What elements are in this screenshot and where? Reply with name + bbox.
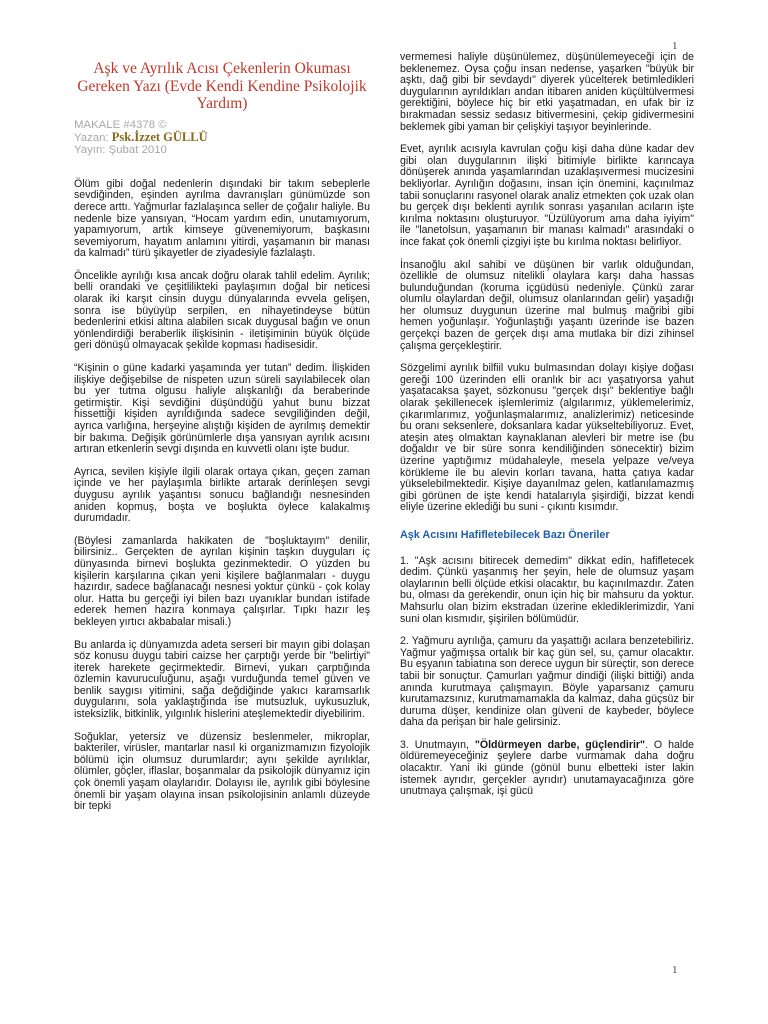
page-number-bottom: 1 (672, 964, 678, 976)
paragraph: Soğuklar, yetersiz ve düzensiz beslenmeler, mikroplar, bakteriler, virüsler, mantarlar nasıl ki organizmamızın fizyolojik bölümü için olumsuz durumlardır; aynı şekilde ayrılıklar, ölümler, göçler, iflaslar, boşanmalar da psikolojik dünyamız için çok önemli yaşam olaylarıdır. Dolayısı ile, ayrılık gibi böylesine önemli bir yaşam olayına insan psikolojisinin anlamlı düzeyde bir tepki (74, 730, 370, 813)
paragraph: İnsanoğlu akıl sahibi ve düşünen bir varlık olduğundan, özellikle de olumsuz nitelikli olaylara karşı daha hassas bulunduğundan (koruma içgüdüsü nedeniyle. Çünkü zarar olumlu olaylardan değil, olumsuz olanlarından gelir) yaşadığı her olumsuz duygunun üzerine mal bulmuş mağribi gibi hemen yoğunlaşır. Yoğunlaştığı yaşantı üzerinde ise bazen gerçekçi bazen de gerçek dışı ama mutlaka bir dizi zihinsel çalışma gerçekleştirir. (400, 258, 694, 352)
page-number-top: 1 (672, 40, 678, 52)
item3-prefix: 3. Unutmayın, (400, 738, 475, 751)
suggestion-item-3 (400, 740, 694, 798)
article-title: Aşk ve Ayrılık Acısı Çekenlerin Okuması Gereken Yazı (Evde Kendi Kendine Psikolojik Yardım) (77, 60, 367, 112)
paragraph: vermemesi haliyle düşünülemez, düşünülemeyeceği için de beklenemez. Oysa çoğu insan nedense, yaşarken "büyük bir aşktı, dağ gibi bir sevdaydı" diyerek yücelterek betimledikleri duygularının ayrıldıkları andan itibaren aniden küçültülvermesi gerektiğini, böylece hiç bir etki yaşatmadan, en ufak bir iz bırakmadan sessiz sedasız bitivermesini, çekip gidivermesini beklemek gibi yaman bir çelişkiyi taşıyor beyinlerinde. (400, 51, 694, 133)
suggestion-item: 2. Yağmuru ayrılığa, çamuru da yaşattığı acılara benzetebiliriz. Yağmur yağmışsa ortalık bir kaç gün sel, su, çamur olacaktır. Bu eşyanın tabiatına son derece uygun bir süreçtir, son derece tabii bir sonuçtur. Çamurları yağmur dindiği (ilişki bittiği) anda anında kurutmaya çalışmayın. Böyle yaparsanız çamuru kurutamazsınız, kurutmamamakla da kalmaz, daha güçsüz bir duruma düşer, kendinize olan güveni de kaybeder, böylece daha da perişan bir hale gelirsiniz. (400, 635, 694, 729)
author-label: Yazan: (74, 131, 112, 144)
paragraph: Ölüm gibi doğal nedenlerin dışındaki bir takım sebeplerle sevdiğinden, eşinden ayrılma davranışları günümüzde son derece arttı. Yağmurlar fazlalaşınca seller de çoğalır haliyle. Bu nedenle bize yansıyan, “Hocam yardım edin, unutamıyorum, yapamıyorum, artık kimseye güvenemiyorum, başkasını sevemiyorum, hayatım anlamını yitirdi, yaşamanın bir manası da kalmadı” türü şikayetler de ziyadesiyle fazlalaştı. (74, 177, 370, 260)
item3-suffix: . O halde öldüremeyeceğiniz şeylere darbe vurmamak daha doğru olacaktır. Yani iki günde (gönül bunu elbetteki ister lakin istemek ayrıdır, gerçekler ayrıdır) unutamayacağınıza göre unutmaya çalışmak, işi gücü (400, 738, 695, 798)
makale-number: MAKALE #4378 © (74, 118, 167, 131)
right-column (400, 52, 694, 809)
author-line (74, 131, 370, 144)
item3-bold-quote: "Öldürmeyen darbe, güçlendirir" (474, 738, 646, 751)
suggestion-item: 1. "Aşk acısını bitirecek demedim" dikkat edin, hafifletecek dedim. Çünkü yaşanmış her şeyin, hele de olumsuz yaşam olaylarının belli ölçüde etkisi olacaktır, bu kaçınılmazdır. Zaten bu, olması da gerekendir, onun için hiç bir mahsuru da yoktur. Mahsurlu olan bizim ekstradan üzerine eklediklerimizdir, Yani suni olan kısmıdır, şişirilen bölümüdür. (400, 554, 694, 625)
publish-date: Yayın: Şubat 2010 (74, 144, 167, 157)
paragraph: Bu anlarda iç dünyamızda adeta serseri bir mayın gibi dolaşan söz konusu duygu tabiri caizse her çarptığı yerde bir "belirtiyi" iterek harekete geçirmektedir. Birnevi, yukarı çarptığında özlemin kavuruculuğunu, aşağı vurduğunda temel güven ve benlik saygısı yitimini, sağa değdiğinde yakıcı karamsarlık duygularını, sola yaklaştığında ise mutsuzluk, uykusuzluk, isteksizlik, bitkinlik, yılgınlık hislerini ateşlemektedir diyebilirim. (74, 638, 370, 721)
author-name: Psk.İzzet GÜLLÜ (111, 129, 208, 144)
paragraph: Evet, ayrılık acısıyla kavrulan çoğu kişi daha düne kadar dev gibi olan duygularının ilişki bitimiyle birlikte karıncaya dönüşerek anında yaşamlarından uzaklaşıvermesi mucizesini bekliyorlar. Ayrılığın doğasını, insan için önemini, kaçınılmaz tabii sonuçlarını rasyonel olarak analiz etmekten çok uzak olan bu gerçek dışı beklenti ayrılık sonrası yaşanılan acıların işte kırılma noktasını oluşturuyor. "Üzülüyorum ama daha iyiyim" ile "lanetolsun, yaşamanın bir manası kalmadı" arasındaki o ince fakat çok önemli çizgiyi işte bu kırılma noktası belirliyor. (400, 143, 694, 248)
paragraph: (Böylesi zamanlarda hakikaten de "boşluktayım" denilir, bilirsiniz.. Gerçekten de ayrılan kişinin taşkın duyguları iç dünyasında birnevi boşlukta gezinmektedir. O yüzden bu kişilerin karşılarına çıkan yeni kişilere bağlanmaları - duygu hazırdır, sadece bağlanacağı nesnesi yoktur çünkü - çok kolay olur. Hatta bu gerçeği iyi bilen bazı uyanıklar bundan istifade ederek hemen hazıra konmaya çalışırlar. Tıpkı hazır leş bekleyen yırtıcı akbabalar misali.) (74, 534, 370, 628)
paragraph: Sözgelimi ayrılık bilfiil vuku bulmasından dolayı kişiye doğası gereği 100 üzerinden elli oranlık bir acı yaşatıyorsa yahut yaşatacaksa şayet, sözkonusu "gerçek dışı" beklentiye bağlı olarak şekillenecek işlemlerimiz (algılarımız, yüklemelerimiz, çıkarımlarımız, yoğunlaşmalarımız, analizlerimiz) neticesinde bu oranı seksenlere, doksanlara kadar yükseltebiliyoruz. Evet, ateşin ateş olmaktan kaynaklanan alevleri bir metre ise (bu doğaldır ve bir süre sonra kendiliğinden sönecektir) bizim üzerine yaptığımız müdahaleyle, mesela yelpaze ve/veya körükleme ile bu alevin korları tavana, hatta çatıya kadar yükselebilmektedir. Kişiye dayanılmaz gelen, katlanılamazmış gibi görünen de işte kendi hatalarıyla şişirdiği, bizzat kendi eliyle üzerine eklediği bu suni - çıkıntı kısımdır. (400, 362, 694, 514)
paragraph: Öncelikle ayrılığı kısa ancak doğru olarak tahlil edelim. Ayrılık; belli orandaki ve çeşitlilikteki paylaşımın doğal bir neticesi olarak iki karşıt cinsin duygu dünyalarında evvela gelişen, sonra ise büyüyüp serpilen, en nihayetindeyse bütün bedenlerini etkisi altına alabilen sıcak duygusal bağın ve onun yönlendirdiği beraberlik ilişkisinin - iletişiminin büyük ölçüde geri dönüşü olmayacak şekilde kopması hadisesidir. (74, 269, 370, 352)
section-heading: Aşk Acısını Hafifletebilecek Bazı Öneriler (400, 528, 610, 541)
article-meta (74, 119, 370, 157)
paragraph: “Kişinin o güne kadarki yaşamında yer tutan” dedim. İlişkiden ilişkiye değişebilse de nispeten uzun süreli sayılabilecek olan bu yer tutma olgusu haliyle alışkanlığı da beraberinde getirmiştir. Kişi sevdiğini düşündüğü yahut bunu bizzat hissettiği kişiden ayrıldığında sadece sevgiliğinden değil, ayrıca varlığına, herşeyine alıştığı kişiden de ayrılmış demektir bir bakıma. Değişik görünümlerle dışa yansıyan ayrılık acısını artıran etkenlerin sevgi dışında en kuvvetli olanı işte budur. (74, 362, 370, 456)
left-column (74, 60, 370, 824)
paragraph: Ayrıca, sevilen kişiyle ilgili olarak ortaya çıkan, geçen zaman içinde ve her paylaşımla birlikte artarak derinleşen sevgi duygusu ayrılık yaşantısı sonucu bağlandığı nesnesinden aniden kopmuş, boşta ve boşlukta öylece kalakalmış durumdadır. (74, 465, 370, 525)
